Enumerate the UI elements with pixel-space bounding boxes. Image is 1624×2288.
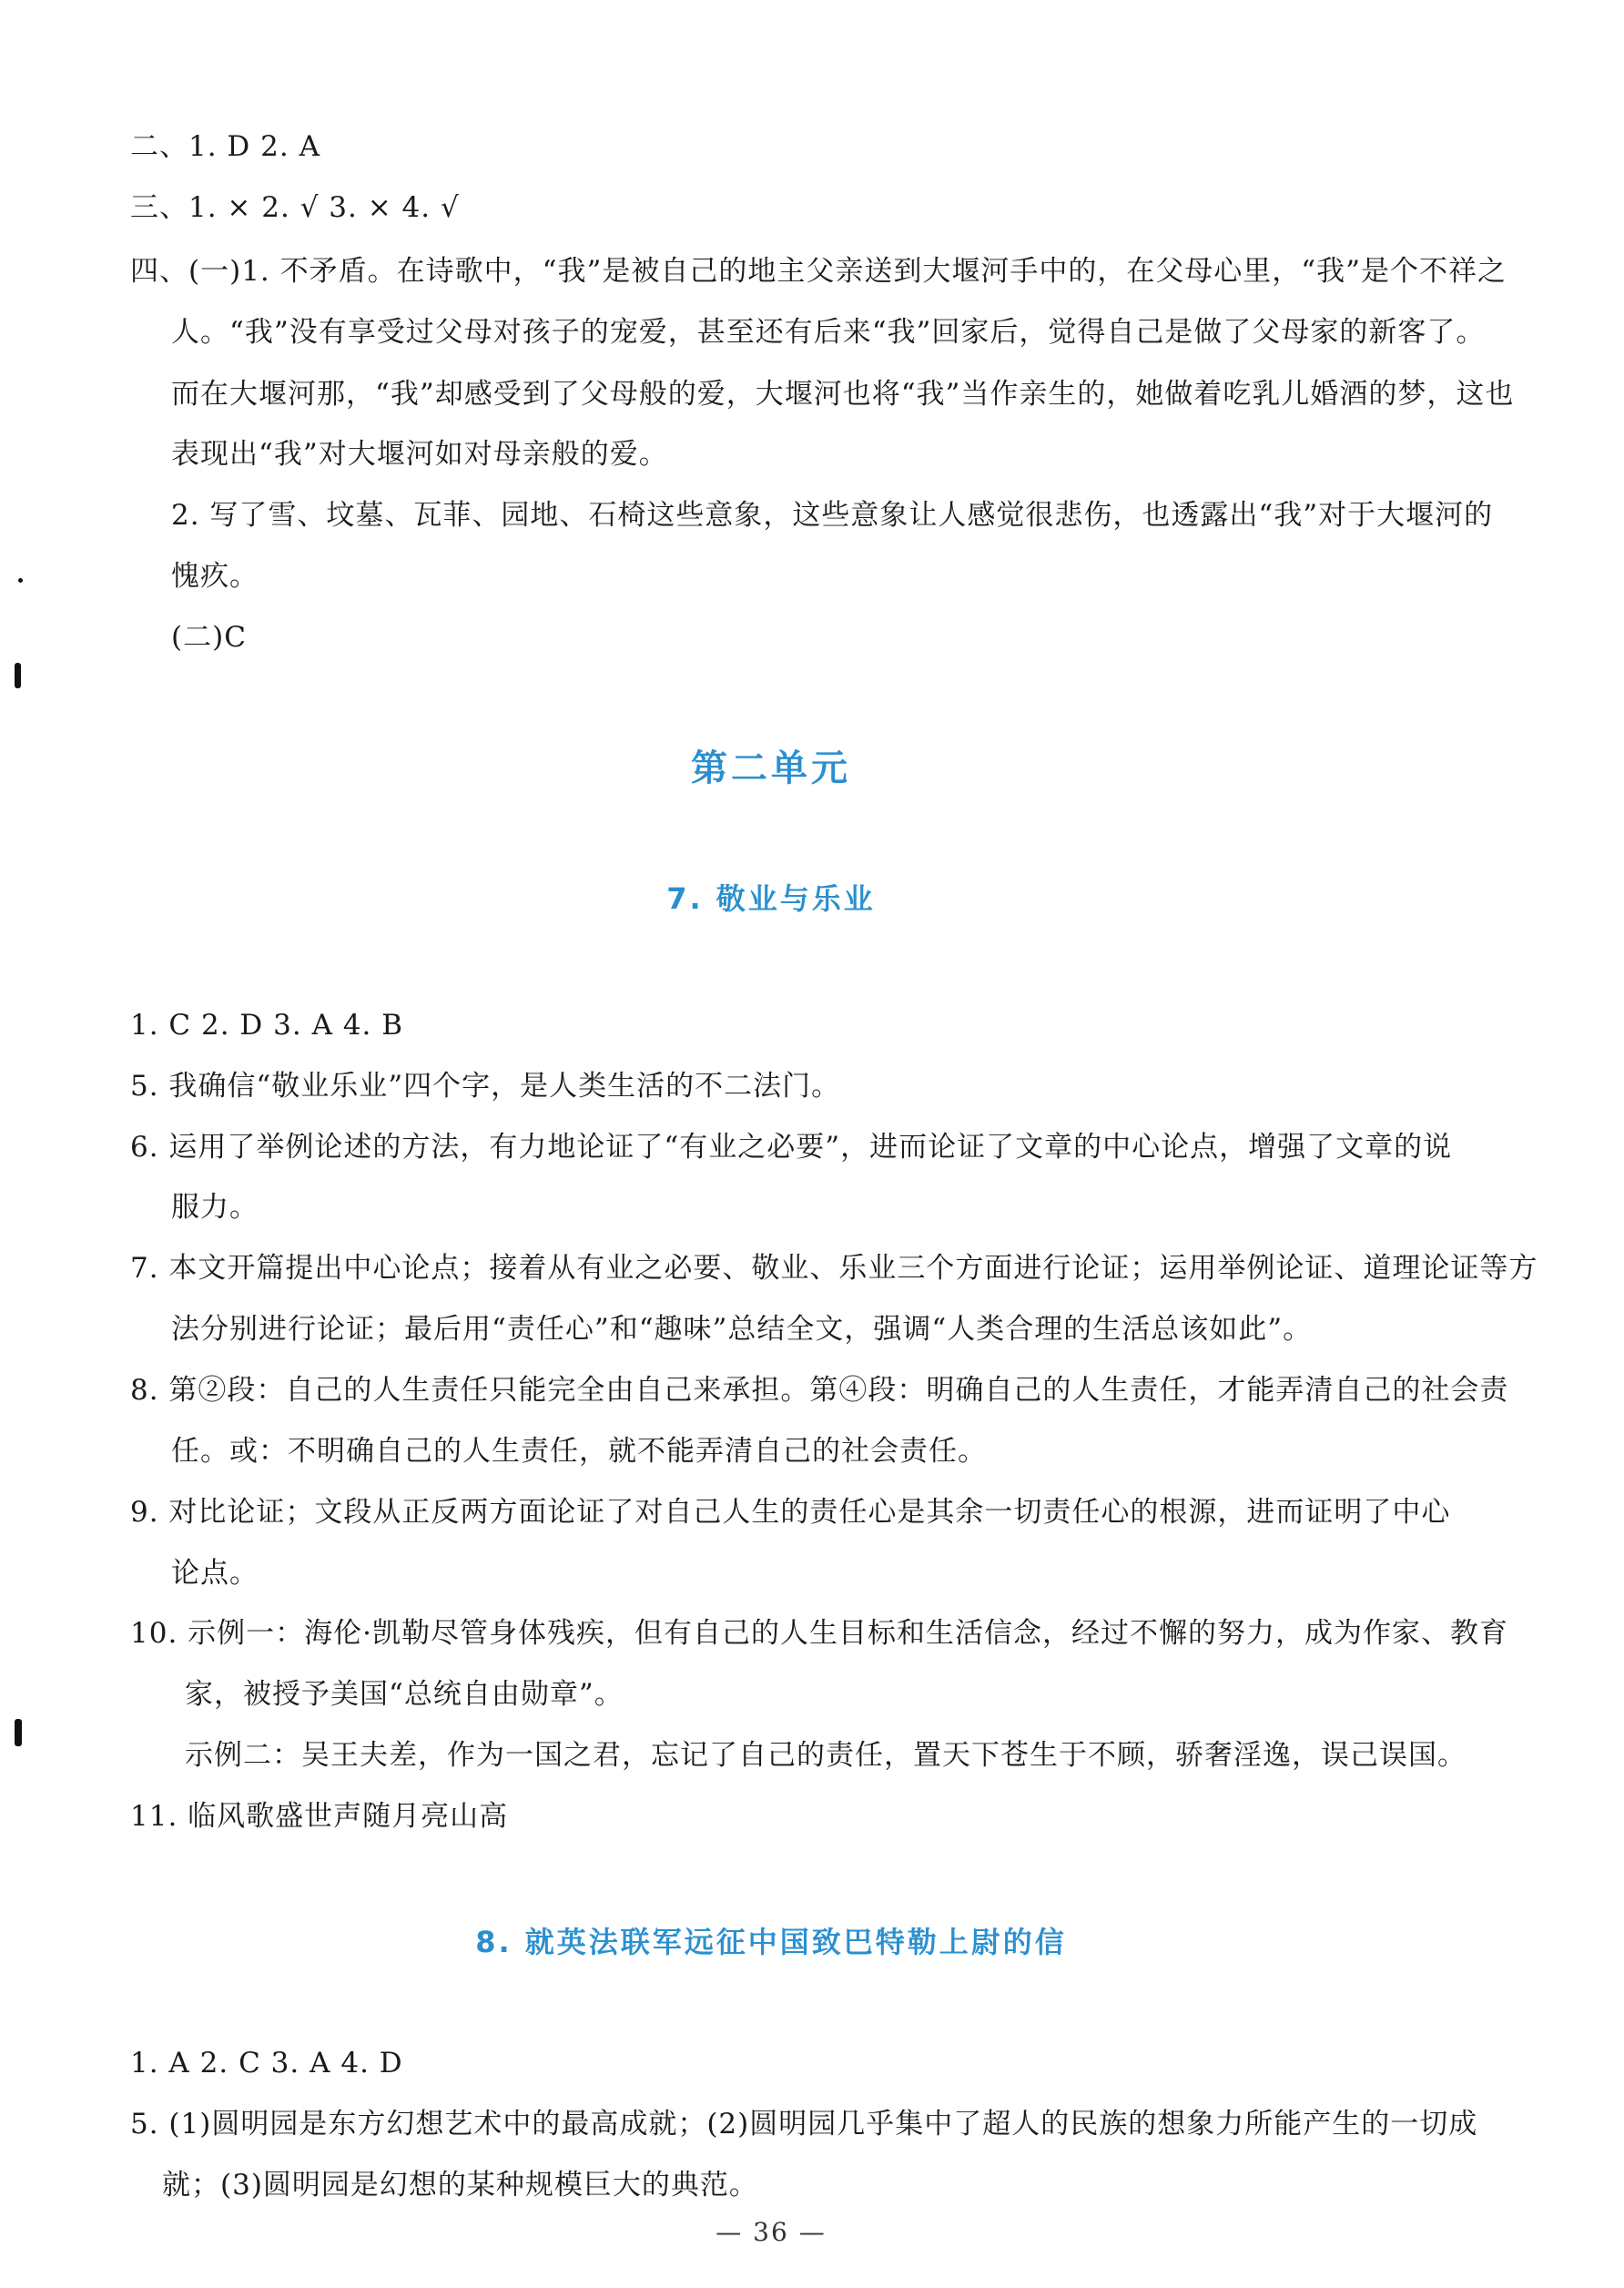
answer-line: 法分别进行论证；最后用“责任心”和“趣味”总结全文，强调“人类合理的生活总该如此”。 bbox=[171, 1313, 1313, 1346]
answer-line: 示例二：吴王夫差，作为一国之君，忘记了自己的责任，置天下苍生于不顾，骄奢淫逸，误己误国。 bbox=[185, 1739, 1467, 1772]
answer-line: 9. 对比论证；文段从正反两方面论证了对自己人生的责任心是其余一切责任心的根源，进而证明了中心 bbox=[130, 1496, 1451, 1529]
page-number: — 36 — bbox=[716, 2217, 827, 2247]
answer-line: 家，被授予美国“总统自由勋章”。 bbox=[185, 1678, 624, 1711]
answer-line: 1. C 2. D 3. A 4. B bbox=[130, 1009, 404, 1042]
scan-mark bbox=[15, 663, 21, 688]
lesson-7-title: 7. 敬业与乐业 bbox=[666, 881, 876, 916]
answer-line: 二、1. D 2. A bbox=[130, 130, 320, 163]
answer-line: (二)C bbox=[171, 621, 247, 654]
scan-mark bbox=[15, 1719, 22, 1746]
answer-line: 6. 运用了举例论述的方法，有力地论证了“有业之必要”，进而论证了文章的中心论点，增强了文章的说 bbox=[130, 1131, 1453, 1164]
answer-line: 而在大堰河那，“我”却感受到了父母般的爱，大堰河也将“我”当作亲生的，她做着吃乳儿婚酒的梦，这也 bbox=[171, 378, 1515, 411]
answer-line: 表现出“我”对大堰河如对母亲般的爱。 bbox=[171, 438, 668, 471]
scan-speck bbox=[18, 578, 23, 583]
answer-line: 任。或：不明确自己的人生责任，就不能弄清自己的社会责任。 bbox=[171, 1435, 987, 1468]
answer-line: 8. 第②段：自己的人生责任只能完全由自己来承担。第④段：明确自己的人生责任，才能弄清自己的社会责 bbox=[130, 1374, 1509, 1407]
answer-line: 四、(一)1. 不矛盾。在诗歌中，“我”是被自己的地主父亲送到大堰河手中的，在父母心里，“我”是个不祥之 bbox=[130, 255, 1507, 288]
answer-line: 5. 我确信“敬业乐业”四个字，是人类生活的不二法门。 bbox=[130, 1070, 841, 1103]
answer-line: 1. A 2. C 3. A 4. D bbox=[130, 2047, 403, 2080]
answer-line: 2. 写了雪、坟墓、瓦菲、园地、石椅这些意象，这些意象让人感觉很悲伤，也透露出“我”对于大堰河的 bbox=[171, 499, 1494, 532]
answer-line: 10. 示例一：海伦·凯勒尽管身体残疾，但有自己的人生目标和生活信念，经过不懈的努力，成为作家、教育 bbox=[130, 1617, 1509, 1650]
answer-line: 三、1. × 2. √ 3. × 4. √ bbox=[130, 191, 460, 224]
answer-line: 7. 本文开篇提出中心论点；接着从有业之必要、敬业、乐业三个方面进行论证；运用举例论证、道理论证等方 bbox=[130, 1252, 1538, 1285]
answer-line: 服力。 bbox=[171, 1191, 259, 1224]
answer-line: 愧疚。 bbox=[171, 560, 259, 593]
unit-title: 第二单元 bbox=[691, 747, 851, 789]
answer-line: 5. (1)圆明园是东方幻想艺术中的最高成就；(2)圆明园几乎集中了超人的民族的想象力所能产生的一切成 bbox=[130, 2108, 1478, 2141]
answer-line: 11. 临风歌盛世声随月亮山高 bbox=[130, 1800, 509, 1833]
answer-line: 人。“我”没有享受过父母对孩子的宠爱，甚至还有后来“我”回家后，觉得自己是做了父母家的新客了。 bbox=[171, 316, 1486, 349]
answer-line: 就；(3)圆明园是幻想的某种规模巨大的典范。 bbox=[162, 2169, 758, 2202]
lesson-8-title: 8. 就英法联军远征中国致巴特勒上尉的信 bbox=[475, 1925, 1067, 1959]
answer-line: 论点。 bbox=[171, 1557, 259, 1590]
